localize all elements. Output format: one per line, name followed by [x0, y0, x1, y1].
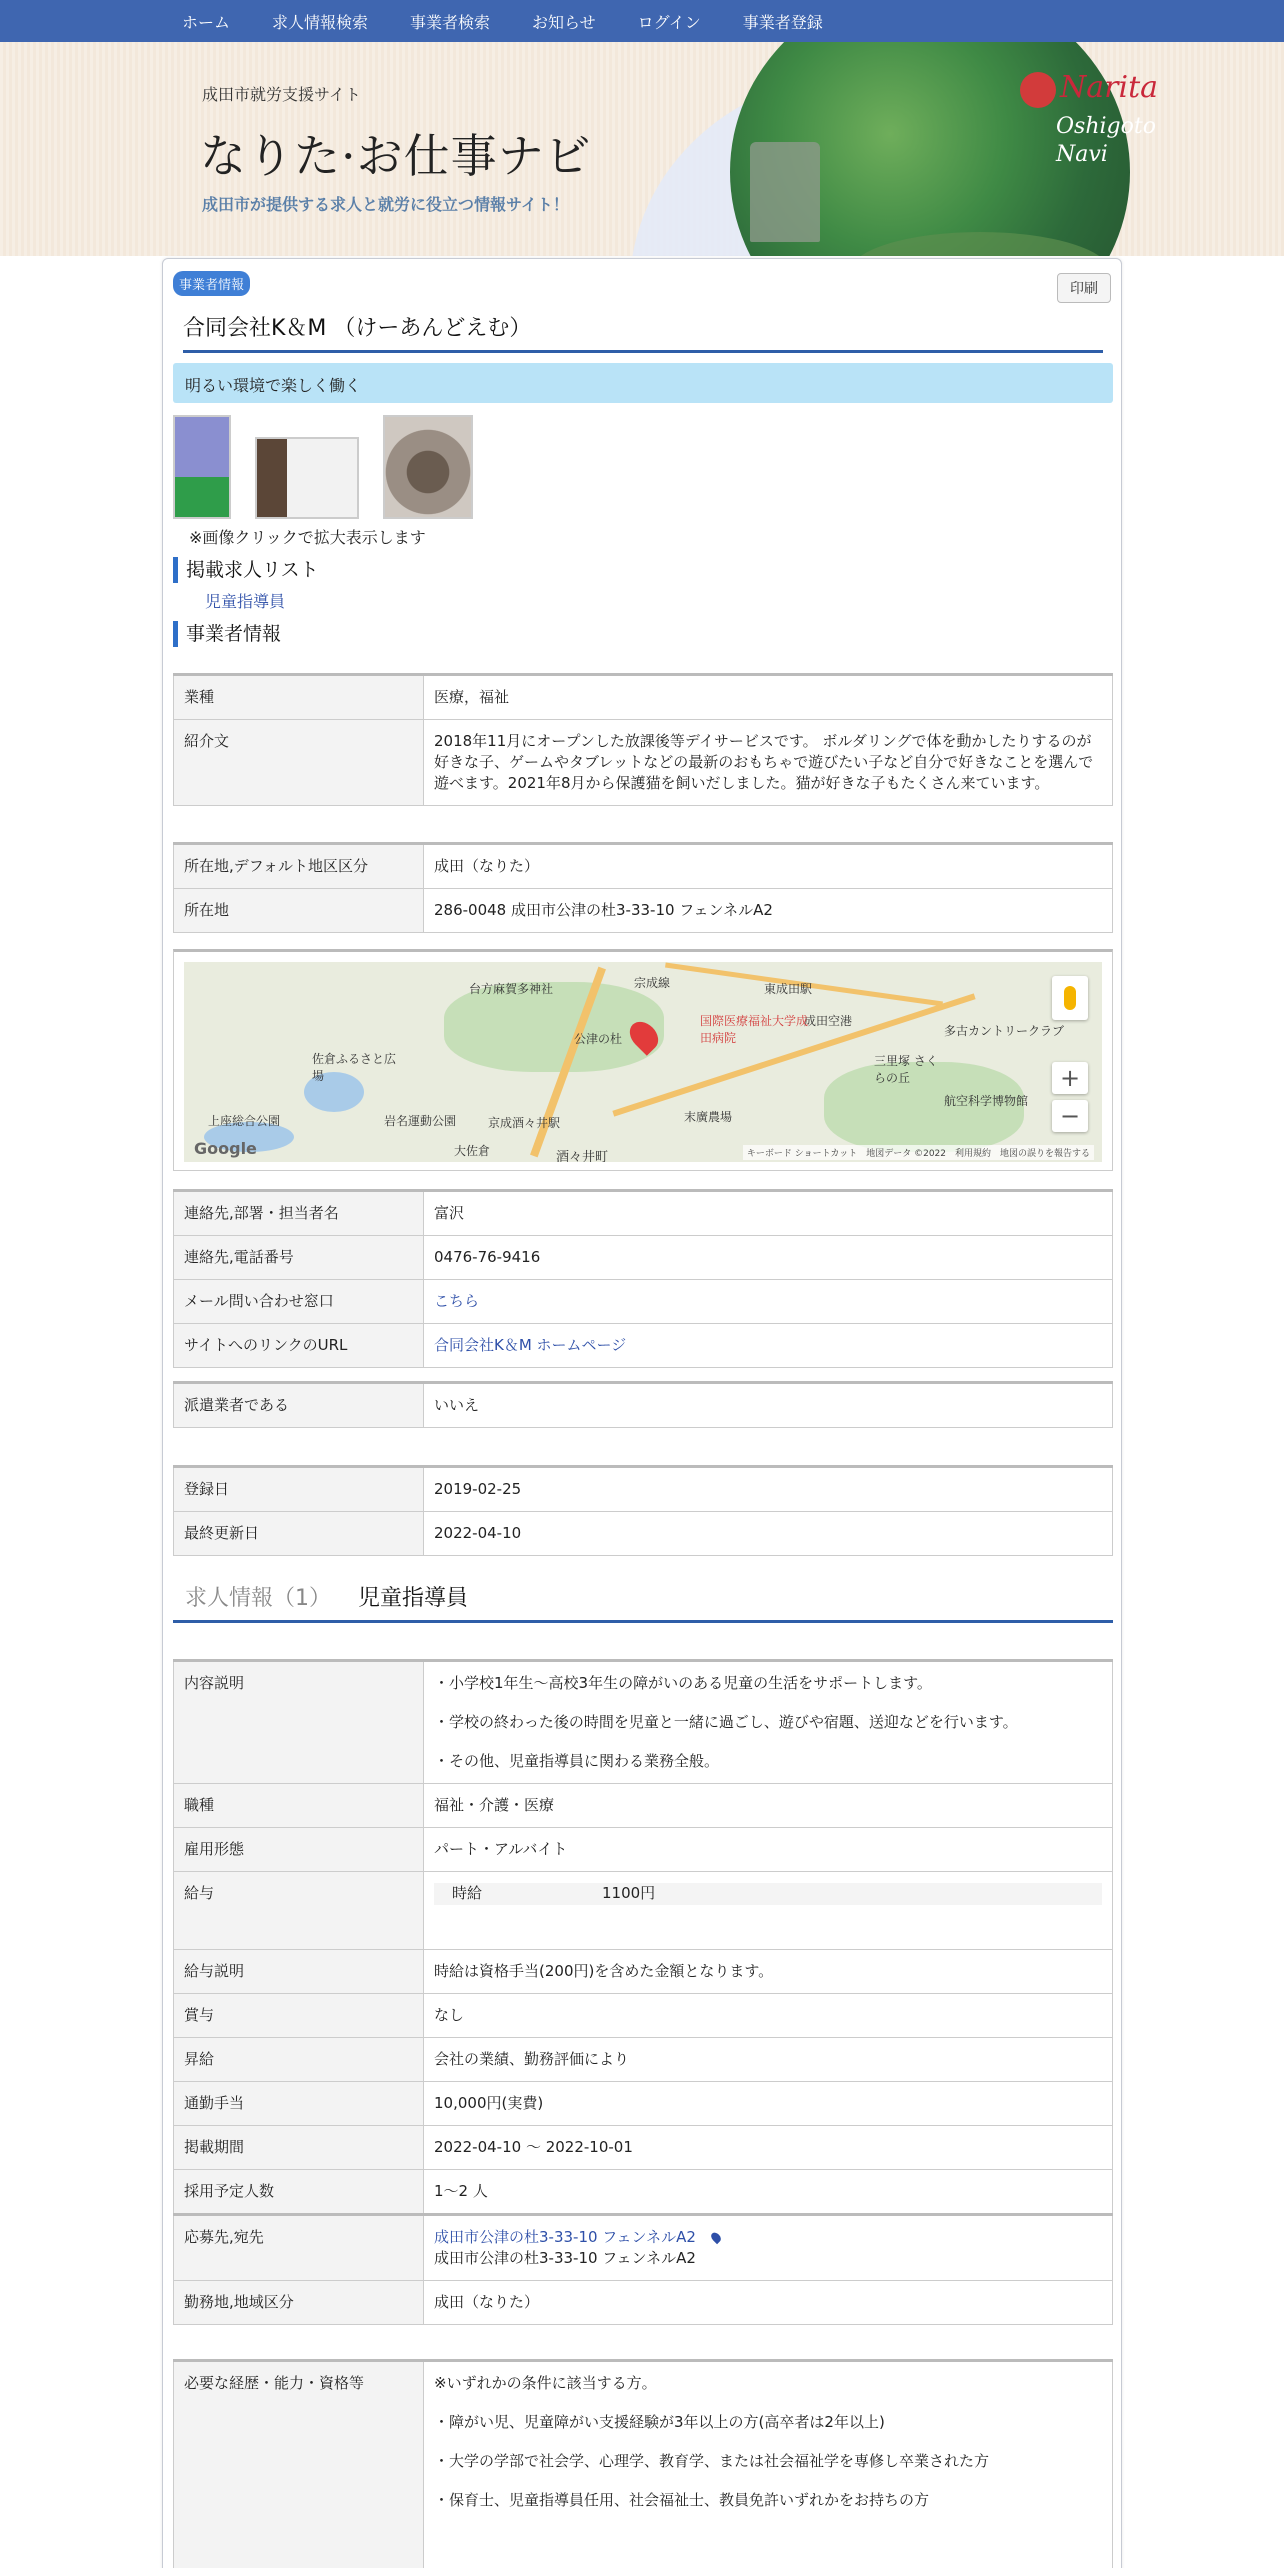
row-label: 賞与	[174, 1994, 424, 2038]
table-row	[174, 1280, 1113, 1324]
row-value	[424, 1324, 1113, 1368]
table-row	[174, 2281, 1113, 2325]
row-label: 掲載期間	[174, 2126, 424, 2170]
table-row	[174, 1512, 1113, 1556]
map-canvas[interactable]	[184, 962, 1102, 1162]
row-value: 成田（なりた）	[424, 844, 1113, 889]
map-label: 佐倉ふるさと広場	[312, 1052, 397, 1083]
nav-home[interactable]: ホーム	[182, 12, 231, 32]
gallery-thumbnail[interactable]	[255, 437, 359, 519]
site-tagline: 成田市が提供する求人と就労に役立つ情報サイト！	[202, 195, 569, 214]
map-pin-icon[interactable]	[709, 2231, 722, 2244]
job-table-apply	[173, 2213, 1113, 2325]
table-row	[174, 2361, 1113, 2568]
row-label: 派遣業者である	[174, 1383, 424, 1428]
company-name: 合同会社K＆M （けーあんどえむ）	[183, 311, 1103, 353]
row-value: 2018年11月にオープンした放課後等デイサービスです。 ボルダリングで体を動かしたりするのが好きな子、ゲームやタブレットなどの最新のおもちゃで遊びたい子など自分で好きなことを選んで遊べます。2021年8月から保護猫を飼いだしました。猫が好きな子もたくさん来ています。	[424, 720, 1113, 806]
row-value: 福祉・介護・医療	[424, 1784, 1113, 1828]
site-logo[interactable]	[1020, 62, 1200, 182]
mail-contact-link[interactable]: こちら	[434, 1292, 480, 1310]
nav-news[interactable]: お知らせ	[532, 12, 596, 32]
table-row	[174, 1324, 1113, 1368]
row-value: 0476-76-9416	[424, 1236, 1113, 1280]
table-row	[174, 1994, 1113, 2038]
row-value: 時給は資格手当(200円)を含めた金額となります。	[424, 1950, 1113, 1994]
apply-address-link[interactable]: 成田市公津の杜3-33-10 フェンネルA2	[434, 2228, 696, 2246]
table-row	[174, 1661, 1113, 1784]
zoom-out-button[interactable]: −	[1052, 1100, 1088, 1132]
row-label: 内容説明	[174, 1661, 424, 1784]
homepage-link[interactable]: 合同会社K＆M ホームページ	[434, 1336, 627, 1354]
row-label: 応募先,宛先	[174, 2215, 424, 2281]
map-label: 三里塚 さくらの丘	[874, 1054, 938, 1085]
catch-copy: 明るい環境で楽しく働く	[173, 363, 1113, 403]
zoom-in-button[interactable]: +	[1052, 1062, 1088, 1094]
desc-line: ・その他、児童指導員に関わる業務全般。	[434, 1752, 720, 1770]
map-footer[interactable]: キーボード ショートカット 地図データ ©2022 利用規約 地図の誤りを報告する	[743, 1145, 1094, 1160]
gallery-thumbnail[interactable]	[173, 415, 231, 519]
row-value: 2019-02-25	[424, 1467, 1113, 1512]
logo-seal-icon	[1020, 72, 1056, 108]
row-label: 連絡先,部署・担当者名	[174, 1191, 424, 1236]
table-row	[174, 2082, 1113, 2126]
job-table-requirements	[173, 2359, 1113, 2568]
job-table-main	[173, 1659, 1113, 2214]
map-label: 成田空港	[804, 1014, 853, 1028]
table-row	[174, 1383, 1113, 1428]
row-value	[424, 1661, 1113, 1784]
salary-type: 時給	[452, 1884, 483, 1902]
table-row	[174, 720, 1113, 806]
row-label: 昇給	[174, 2038, 424, 2082]
req-line: ※いずれかの条件に該当する方。	[434, 2374, 657, 2392]
pegman-figure	[1064, 986, 1076, 1010]
table-row	[174, 675, 1113, 720]
row-label: 紹介文	[174, 720, 424, 806]
desc-line: ・小学校1年生～高校3年生の障がいのある児童の生活をサポートします。	[434, 1674, 932, 1692]
map-label: 宗成線	[634, 976, 671, 990]
row-value	[424, 2361, 1113, 2568]
nav-job-search[interactable]: 求人情報検索	[272, 12, 369, 32]
row-label: 通勤手当	[174, 2082, 424, 2126]
site-subtitle: 成田市就労支援サイト	[202, 85, 361, 104]
req-line: ・障がい児、児童障がい支援経験が3年以上の方(高卒者は2年以上)	[434, 2413, 885, 2431]
site-header	[0, 42, 1284, 256]
row-value	[424, 1280, 1113, 1324]
nav-employer-search[interactable]: 事業者検索	[410, 12, 491, 32]
logo-line1: Narita	[1060, 70, 1159, 105]
row-label: 給与説明	[174, 1950, 424, 1994]
map-label: 公津の杜	[574, 1032, 623, 1046]
apply-address: 成田市公津の杜3-33-10 フェンネルA2	[434, 2249, 696, 2267]
row-value: 286-0048 成田市公津の杜3-33-10 フェンネルA2	[424, 889, 1113, 933]
table-row	[174, 1784, 1113, 1828]
row-label: 必要な経歴・能力・資格等	[174, 2361, 424, 2568]
table-row	[174, 1828, 1113, 1872]
info-table-basic	[173, 673, 1113, 806]
row-label: サイトへのリンクのURL	[174, 1324, 424, 1368]
row-value: 成田（なりた）	[424, 2281, 1113, 2325]
logo-line2: Oshigoto	[1056, 114, 1156, 139]
salary-amount: 1100円	[602, 1884, 656, 1902]
map-label: 上座総合公園	[208, 1114, 281, 1128]
print-button[interactable]: 印刷	[1057, 273, 1111, 303]
google-logo: Google	[194, 1139, 257, 1158]
lantern-shape	[750, 142, 820, 242]
map-label: 酒々井町	[556, 1150, 609, 1162]
info-table-dispatch	[173, 1381, 1113, 1428]
map-label: 末廣農場	[684, 1110, 733, 1124]
street-view-pegman-icon[interactable]	[1052, 976, 1088, 1020]
content-card	[162, 258, 1122, 2568]
row-label: 職種	[174, 1784, 424, 1828]
row-label: 登録日	[174, 1467, 424, 1512]
table-row	[174, 844, 1113, 889]
map-label: 大佐倉	[454, 1144, 491, 1158]
map-label: 多古カントリークラブ	[944, 1024, 1065, 1038]
map-label: 台方麻賀多神社	[469, 982, 554, 996]
salary-box	[434, 1883, 1102, 1905]
table-row	[174, 1950, 1113, 1994]
map-label: 国際医療福祉大学成田病院	[700, 1014, 809, 1045]
row-value: 2022-04-10	[424, 1512, 1113, 1556]
job-index-label: 求人情報（1）	[185, 1586, 331, 1611]
table-row	[174, 1191, 1113, 1236]
table-row	[174, 1236, 1113, 1280]
jobs-list-heading: 掲載求人リスト	[173, 557, 319, 583]
nav-employer-register[interactable]: 事業者登録	[742, 12, 823, 32]
job-name: 児童指導員	[358, 1586, 469, 1611]
row-value: 富沢	[424, 1191, 1113, 1236]
row-value: 2022-04-10 〜 2022-10-01	[424, 2126, 1113, 2170]
row-label: 給与	[174, 1872, 424, 1950]
row-value	[424, 2215, 1113, 2281]
info-table-location	[173, 842, 1113, 933]
row-value: 会社の業績、勤務評価により	[424, 2038, 1113, 2082]
row-label: 勤務地,地域区分	[174, 2281, 424, 2325]
global-nav	[0, 0, 1284, 42]
employer-info-heading: 事業者情報	[173, 621, 281, 647]
row-value	[424, 1872, 1113, 1950]
row-label: 連絡先,電話番号	[174, 1236, 424, 1280]
row-label: 最終更新日	[174, 1512, 424, 1556]
req-line: ・保育士、児童指導員任用、社会福祉士、教員免許いずれかをお持ちの方	[434, 2491, 930, 2509]
table-row	[174, 889, 1113, 933]
logo-line3: Navi	[1056, 142, 1108, 167]
row-value: パート・アルバイト	[424, 1828, 1113, 1872]
table-row	[174, 1467, 1113, 1512]
desc-line: ・学校の終わった後の時間を児童と一緒に過ごし、遊びや宿題、送迎などを行います。	[434, 1713, 1018, 1731]
row-value: いいえ	[424, 1383, 1113, 1428]
job-section-title	[173, 1581, 1113, 1623]
gallery-thumbnail[interactable]	[383, 415, 473, 519]
map-label: 東成田駅	[764, 982, 813, 996]
site-title[interactable]: なりた·お仕事ナビ	[200, 129, 592, 183]
location-map	[173, 949, 1113, 1171]
row-label: 業種	[174, 675, 424, 720]
info-table-dates	[173, 1465, 1113, 1556]
req-line: ・大学の学部で社会学、心理学、教育学、または社会福祉学を専修し卒業された方	[434, 2452, 990, 2470]
map-label: 京成酒々井駅	[488, 1116, 561, 1130]
info-table-contact	[173, 1189, 1113, 1368]
gallery-note: ※画像クリックで拡大表示します	[189, 528, 426, 547]
section-badge: 事業者情報	[173, 271, 250, 296]
row-value: 医療，福祉	[424, 675, 1113, 720]
row-label: 所在地	[174, 889, 424, 933]
row-label: 所在地,デフォルト地区区分	[174, 844, 424, 889]
garden-shape	[850, 232, 1110, 256]
table-row	[174, 2038, 1113, 2082]
table-row	[174, 2126, 1113, 2170]
row-value: 10,000円(実費)	[424, 2082, 1113, 2126]
row-label: メール問い合わせ窓口	[174, 1280, 424, 1324]
nav-login[interactable]: ログイン	[637, 12, 701, 32]
map-label: 航空科学博物館	[944, 1094, 1029, 1108]
row-value: なし	[424, 1994, 1113, 2038]
row-label: 雇用形態	[174, 1828, 424, 1872]
row-label: 採用予定人数	[174, 2170, 424, 2214]
table-row	[174, 1872, 1113, 1950]
row-value: 1～2 人	[424, 2170, 1113, 2214]
table-row	[174, 2215, 1113, 2281]
job-list-link[interactable]: 児童指導員	[205, 592, 286, 611]
table-row	[174, 2170, 1113, 2214]
map-label: 岩名運動公園	[384, 1114, 457, 1128]
